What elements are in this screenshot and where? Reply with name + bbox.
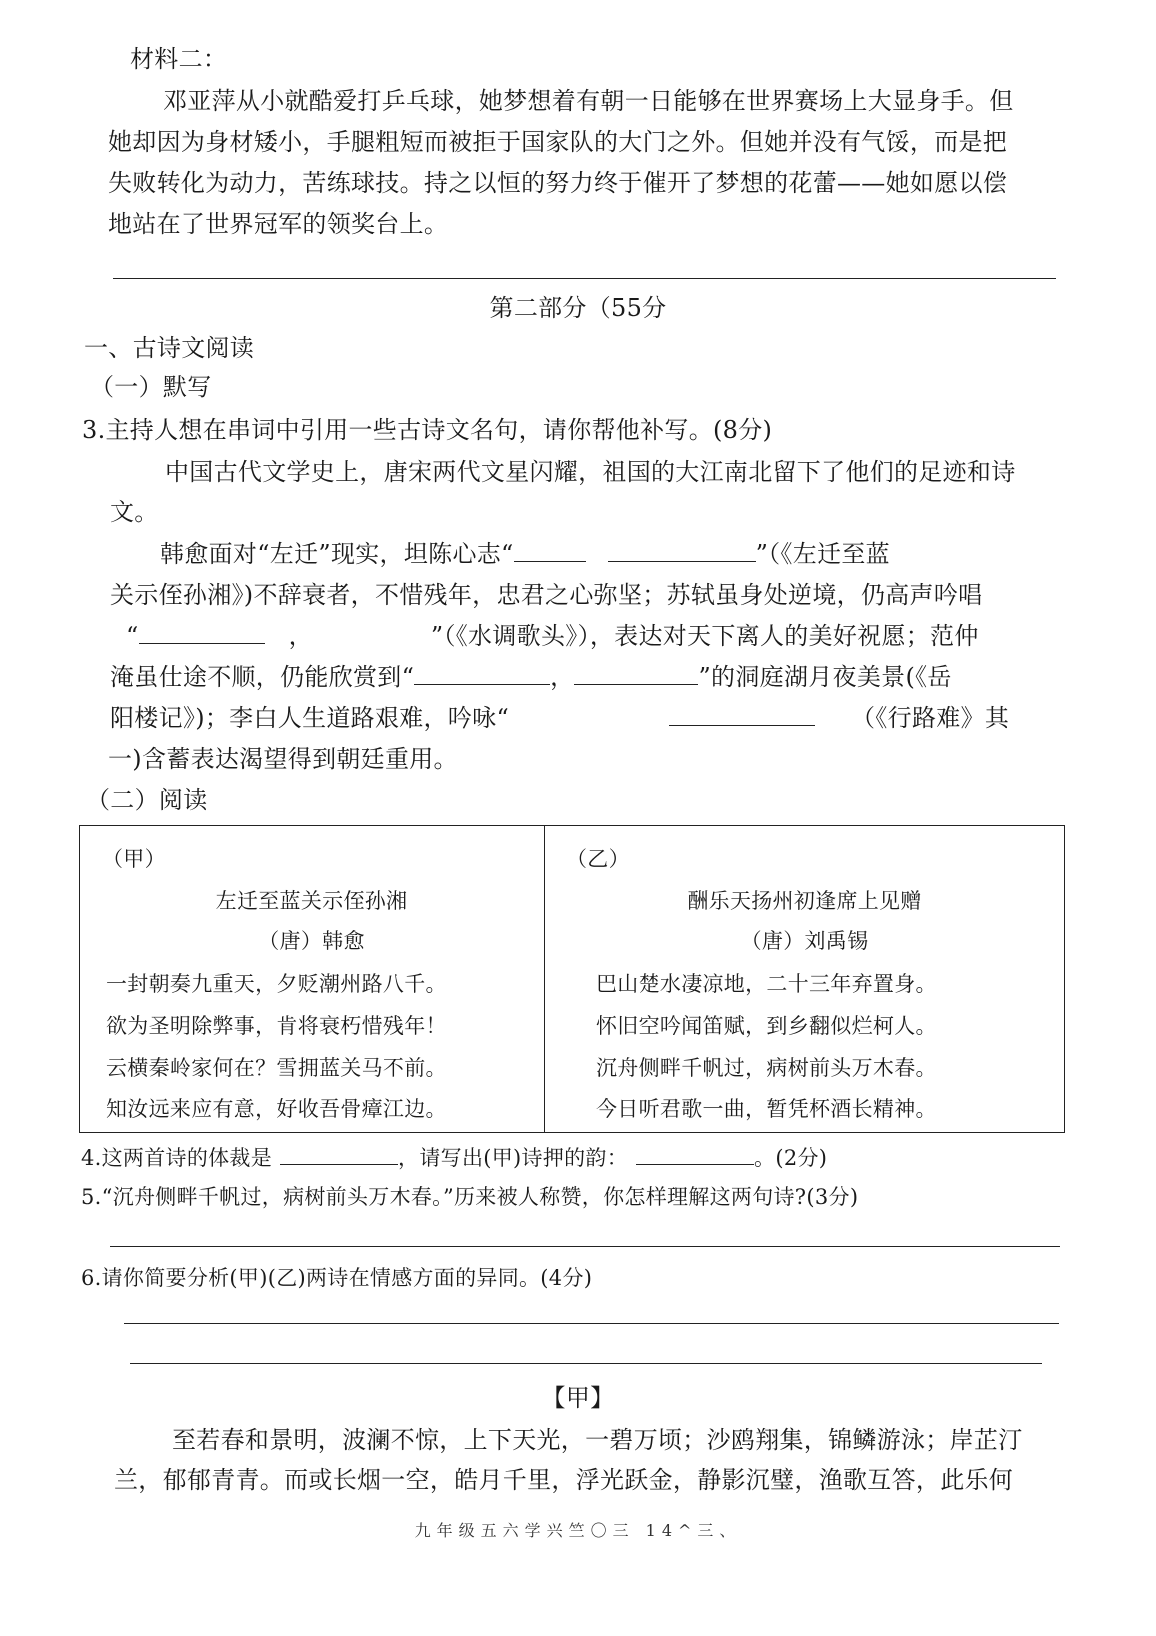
q3-open-quote: “ — [126, 622, 139, 650]
material2-line-3: 失败转化为动力，苦练球技。持之以恒的努力终于催开了梦想的花蕾——她如愿以偿 — [108, 169, 1008, 197]
q3-fan-comma: ， — [550, 663, 575, 691]
material2-heading: 材料二： — [130, 45, 228, 73]
page-footer: 九年级五六学兴竺〇三 14^三、 — [414, 1521, 742, 1540]
blank-rhyme[interactable] — [636, 1142, 754, 1165]
poem-table-divider — [544, 825, 545, 1133]
q3-line-sushi: 关示侄孙湘》)不辞衰者，不惜残年，忠君之心弥坚；苏轼虽身处逆境，仍高声吟唱 — [110, 581, 983, 609]
blank-hanyu-1[interactable] — [514, 539, 586, 562]
blank-yueyang-2[interactable] — [574, 662, 698, 685]
poem-yi-line-1: 巴山楚水凄凉地，二十三年弃置身。 — [596, 972, 937, 996]
poem-jia-line-3: 云横秦岭家何在？雪拥蓝关马不前。 — [106, 1056, 447, 1080]
q3-fan-source: ”的洞庭湖月夜美景(《岳 — [698, 663, 952, 691]
poem-jia-author: （唐）韩愈 — [258, 929, 365, 953]
poem-yi-title: 酬乐天扬州初逢席上见赠 — [687, 889, 922, 913]
q4-text-c: 。(2分) — [754, 1146, 828, 1170]
q3-prompt: 3.主持人想在串词中引用一些古诗文名句，请你帮他补写。(8分) — [82, 416, 773, 444]
passage-label: 【甲】 — [541, 1384, 615, 1412]
poem-jia-line-4: 知汝远来应有意，好收吾骨瘴江边。 — [106, 1097, 447, 1121]
q3-line-end: 一)含蓄表达渴望得到朝廷重用。 — [108, 745, 458, 773]
blank-xinglunan[interactable] — [669, 703, 815, 726]
material2-line-2: 她却因为身材矮小，手腿粗短而被拒于国家队的大门之外。但她并没有气馁，而是把 — [108, 128, 1008, 156]
poem-jia-title: 左迁至蓝关示侄孙湘 — [215, 889, 408, 913]
passage-line-2: 兰，郁郁青青。而或长烟一空，皓月千里，浮光跃金，静影沉璧，渔歌互答，此乐何 — [114, 1466, 1014, 1494]
q3-line-shuidiao — [126, 621, 979, 651]
q3-intro-line-1: 中国古代文学史上，唐宋两代文星闪耀，祖国的大江南北留下了他们的足迹和诗 — [165, 458, 1016, 486]
blank-hanyu-2[interactable] — [608, 539, 756, 562]
poem-yi-label: （乙） — [566, 847, 630, 871]
material2-line-4: 地站在了世界冠军的领奖台上。 — [108, 210, 449, 238]
q4 — [81, 1142, 827, 1173]
section-classical-reading: 一、古诗文阅读 — [84, 334, 255, 362]
q5: 5.“沉舟侧畔千帆过，病树前头万木春。”历来被人称赞，你怎样理解这两句诗?(3分) — [81, 1185, 859, 1209]
q3-intro-line-2: 文。 — [110, 498, 159, 526]
q3-hanyu-text: 韩愈面对“左迁”现实，坦陈心志“ — [160, 540, 514, 568]
blank-genre[interactable] — [280, 1142, 398, 1165]
subsection-dictation: （一）默写 — [90, 373, 212, 401]
q6: 6.请你简要分析(甲)(乙)两诗在情感方面的异同。(4分) — [81, 1266, 593, 1290]
poem-jia-line-1: 一封朝奏九重天，夕贬潮州路八千。 — [106, 972, 447, 996]
q3-fan-text: 淹虽仕途不顺，仍能欣赏到“ — [110, 663, 415, 691]
q3-line-libai — [110, 703, 1009, 733]
poem-yi-author: （唐）刘禹锡 — [740, 929, 869, 953]
part2-title: 第二部分（55分 — [489, 294, 667, 322]
poem-yi-line-3: 沉舟侧畔千帆过，病树前头万木春。 — [596, 1056, 937, 1080]
q4-text-b: ，请写出(甲)诗押的韵： — [398, 1146, 629, 1170]
q6-answer-line-2[interactable] — [130, 1363, 1042, 1364]
q4-text-a: 4.这两首诗的体裁是 — [81, 1146, 273, 1170]
q3-libai-source: （《行路难》其 — [851, 704, 1010, 732]
passage-line-1: 至若春和景明，波澜不惊，上下天光，一碧万顷；沙鸥翔集，锦鳞游泳；岸芷汀 — [172, 1426, 1023, 1454]
q3-comma: ， — [288, 622, 313, 650]
poem-yi-line-4: 今日听君歌一曲，暂凭杯酒长精神。 — [596, 1097, 937, 1121]
q6-answer-line-1[interactable] — [124, 1323, 1059, 1324]
poem-jia-label: （甲） — [102, 847, 166, 871]
poem-jia-line-2: 欲为圣明除弊事，肯将衰朽惜残年！ — [106, 1014, 447, 1038]
q3-hanyu-source: ”（《左迁至蓝 — [755, 540, 890, 568]
q5-answer-line[interactable] — [110, 1246, 1060, 1247]
blank-yueyang-1[interactable] — [414, 662, 550, 685]
q3-libai-text: 阳楼记》)；李白人生道路艰难，吟咏“ — [110, 704, 510, 732]
material2-line-1: 邓亚萍从小就酷爱打乒乓球，她梦想着有朝一日能够在世界赛场上大显身手。但 — [163, 87, 1014, 115]
q3-line-fanzhongyan — [110, 662, 952, 692]
q3-line-hanyu — [160, 539, 890, 569]
subsection-reading: （二）阅读 — [86, 786, 208, 814]
q3-shuidiao-source: ”（《水调歌头》），表达对天下离人的美好祝愿；范仲 — [430, 622, 979, 650]
section-divider — [113, 278, 1056, 279]
blank-shuidiao-1[interactable] — [139, 621, 265, 644]
poem-yi-line-2: 怀旧空吟闻笛赋，到乡翻似烂柯人。 — [596, 1014, 937, 1038]
